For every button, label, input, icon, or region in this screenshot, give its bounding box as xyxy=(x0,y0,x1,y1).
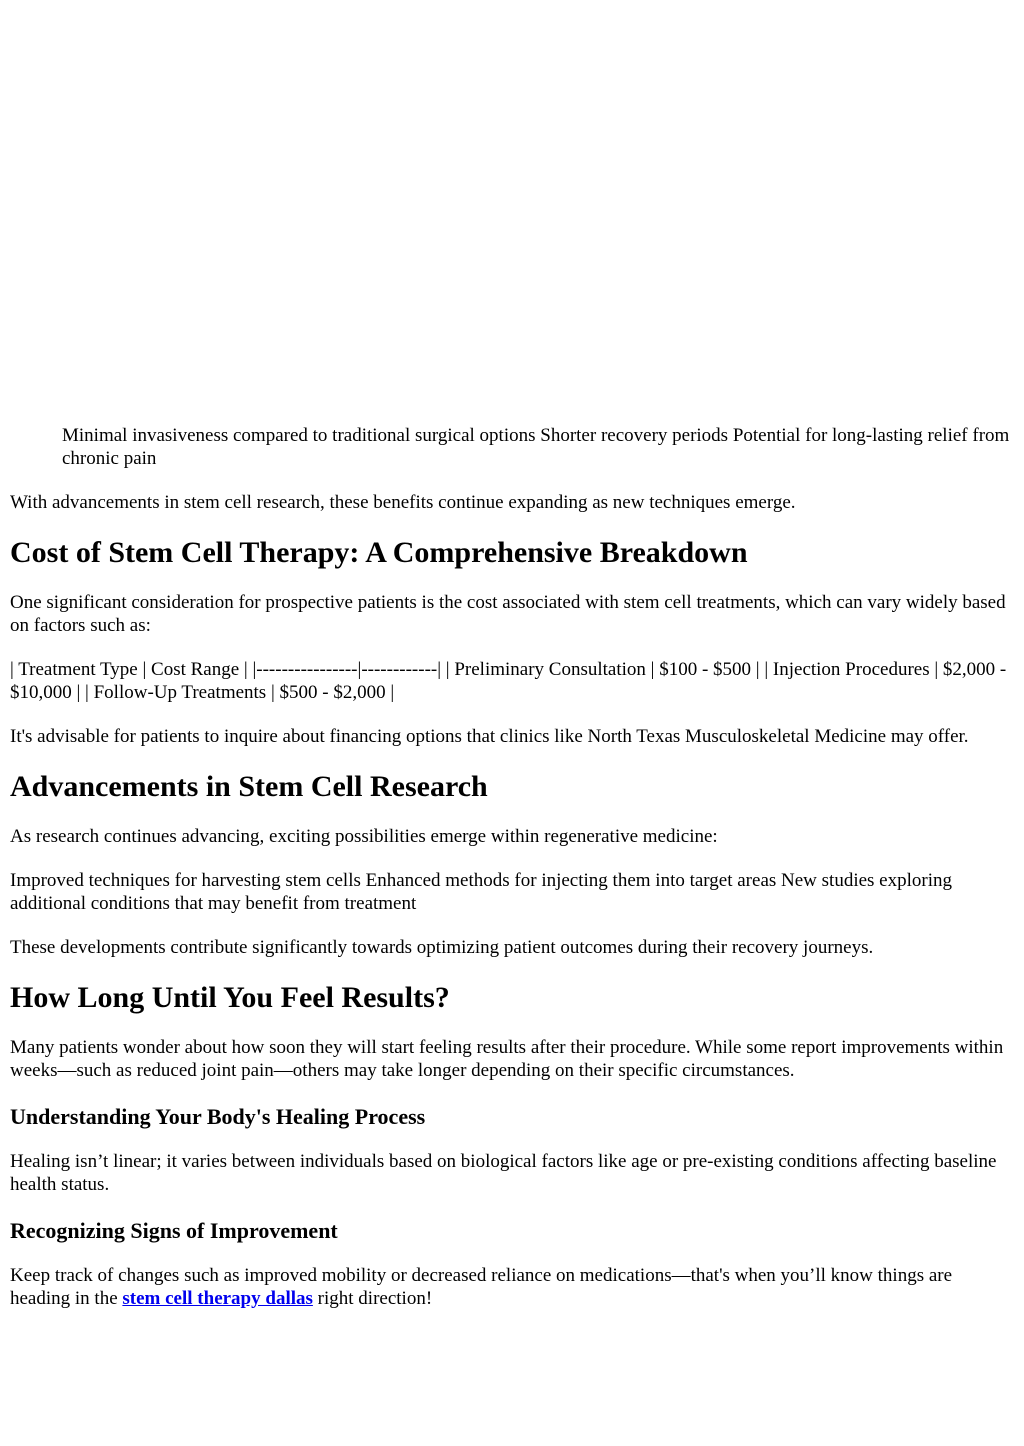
financing-paragraph: It's advisable for patients to inquire about financing options that clinics like North Texas Musculoskeletal Medicine may offer. xyxy=(10,726,969,747)
benefits-list-quote: Minimal invasiveness compared to traditional surgical options Shorter recovery periods Potential for long-lasting relief from chronic pain xyxy=(62,425,1010,469)
signs-text-after: right direction! xyxy=(312,1288,433,1309)
healing-heading: Understanding Your Body's Healing Process xyxy=(10,1104,426,1129)
healing-paragraph: Healing isn’t linear; it varies between individuals based on biological factors like age or pre-existing conditions affecting baseline health status. xyxy=(10,1151,997,1195)
benefits-paragraph: With advancements in stem cell research, these benefits continue expanding as new techniques emerge. xyxy=(10,492,796,513)
signs-text-before: Keep track of changes such as improved mobility or decreased reliance on medications—that's when you’ll know things are heading in the xyxy=(10,1265,953,1309)
results-heading: How Long Until You Feel Results? xyxy=(10,981,450,1014)
cost-intro: One significant consideration for prospective patients is the cost associated with stem cell treatments, which can vary widely based on factors such as: xyxy=(10,592,1006,636)
research-heading: Advancements in Stem Cell Research xyxy=(10,770,488,803)
signs-heading: Recognizing Signs of Improvement xyxy=(10,1218,338,1243)
stem-cell-therapy-link[interactable]: stem cell therapy dallas xyxy=(122,1288,313,1309)
research-list-text: Improved techniques for harvesting stem cells Enhanced methods for injecting them into target areas New studies exploring additional conditions that may benefit from treatment xyxy=(10,870,952,914)
cost-heading: Cost of Stem Cell Therapy: A Comprehensive Breakdown xyxy=(10,536,748,569)
results-intro: Many patients wonder about how soon they will start feeling results after their procedure. While some report improvements within weeks—such as reduced joint pain—others may take longer depending on their specific circumstances. xyxy=(10,1037,1004,1081)
signs-paragraph xyxy=(10,1264,1010,1310)
research-outro: These developments contribute significantly towards optimizing patient outcomes during their recovery journeys. xyxy=(10,937,874,958)
cost-table-text: | Treatment Type | Cost Range | |----------------|------------| | Preliminary Consultation | $100 - $500 | | Injection Procedures | $2,000 - $10,000 | | Follow-Up Treatments | $500 - $2,000 | xyxy=(10,659,1007,703)
research-intro: As research continues advancing, exciting possibilities emerge within regenerative medicine: xyxy=(10,826,718,847)
article-content xyxy=(10,424,1010,1331)
